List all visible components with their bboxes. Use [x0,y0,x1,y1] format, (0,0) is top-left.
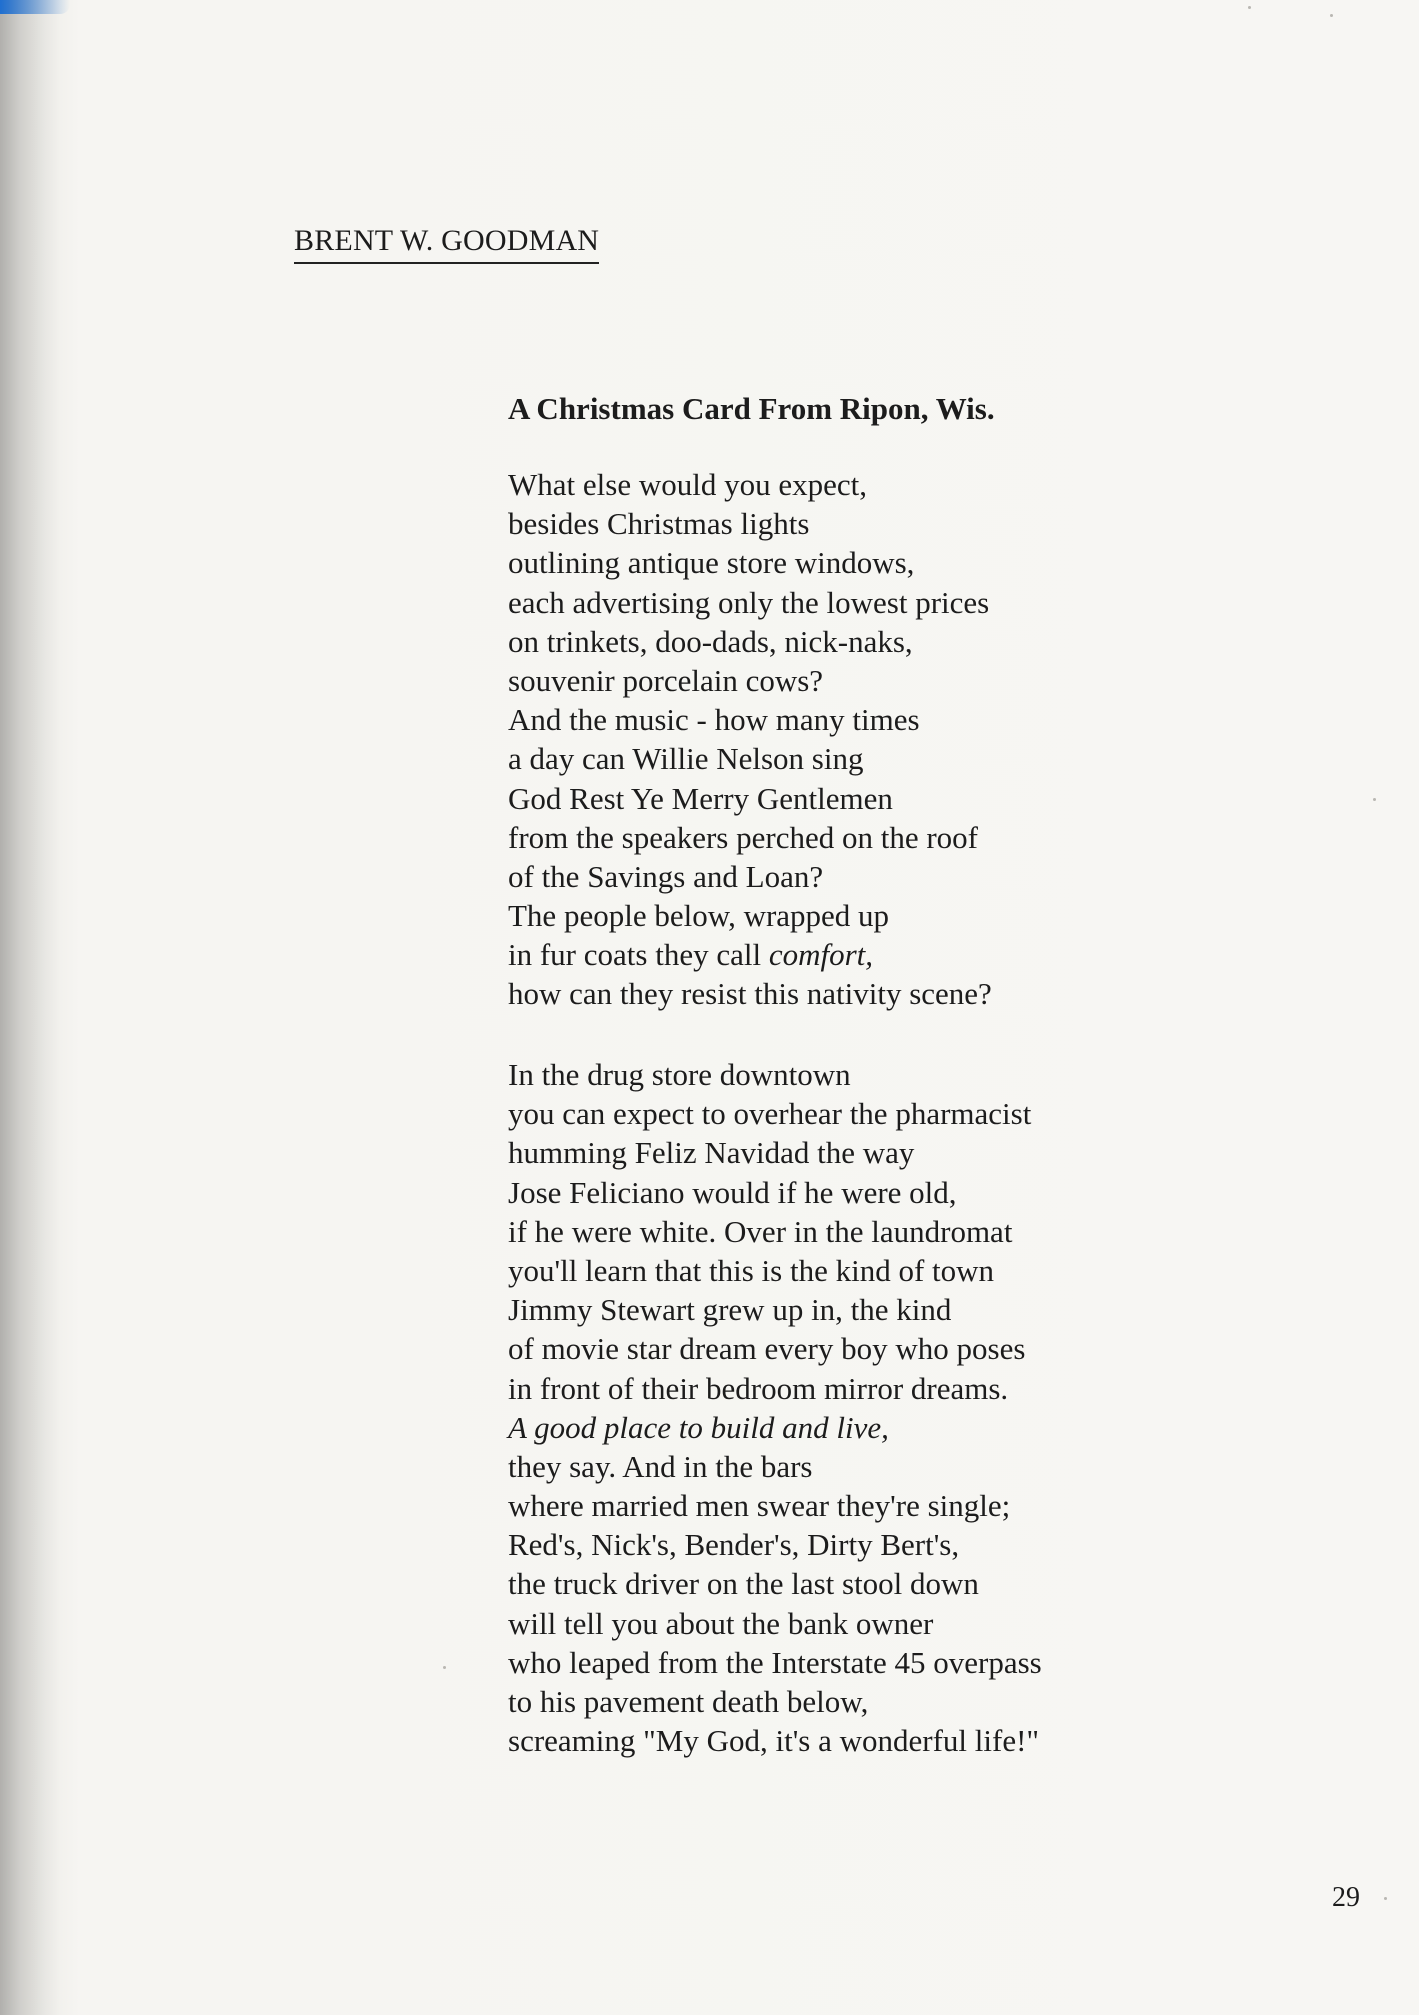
poem-line-text: God Rest Ye Merry Gentlemen [508,780,893,816]
poem-line-text: they say. And in the bars [508,1448,813,1484]
poem-line [508,543,992,582]
page-number: 29 [1332,1882,1360,1913]
poem-line [508,1173,1042,1212]
author-name: BRENT W. GOODMAN [294,224,599,264]
poem-line [508,779,992,818]
blue-corner-mark [0,0,70,14]
poem-line-text: you can expect to overhear the pharmacist [508,1096,1032,1132]
poem-line [508,1643,1042,1682]
poem-line [508,583,992,622]
poem-line [508,818,992,857]
poem-line-text: where married men swear they're single; [508,1488,1011,1524]
poem-line-text: how can they resist this nativity scene? [508,976,992,1012]
poem-line [508,896,992,935]
poem-line [508,1564,1042,1603]
poem-line [508,935,992,974]
poem-line-text: in fur coats they call [508,937,769,973]
poem-line [508,1251,1042,1290]
poem-line [508,700,992,739]
poem-line [508,1525,1042,1564]
poem-line-text: besides Christmas lights [508,506,810,542]
poem-line [508,1290,1042,1329]
poem-line [508,1212,1042,1251]
poem-line-text: each advertising only the lowest prices [508,584,990,620]
poem-line [508,1721,1042,1760]
paper-speck [1330,14,1333,17]
poem-line-text: What else would you expect, [508,467,867,502]
poem-line-text: And the music - how many times [508,702,920,738]
poem-line-text: The people below, wrapped up [508,898,890,934]
poem-line-text: humming Feliz Navidad the way [508,1135,915,1171]
poem-line [508,1094,1042,1133]
poem-line-text: if he were white. Over in the laundromat [508,1213,1013,1249]
poem-line-text: Jose Feliciano would if he were old, [508,1174,957,1210]
paper-speck [1248,6,1251,9]
poem-line-text: a day can Willie Nelson sing [508,741,864,777]
poem-line-text: on trinkets, doo-dads, nick-naks, [508,623,913,659]
paper-speck [1384,1897,1387,1900]
poem-line-text: will tell you about the bank owner [508,1605,934,1641]
poem-line-text: souvenir porcelain cows? [508,662,824,698]
poem-line [508,857,992,896]
poem-line-text: you'll learn that this is the kind of town [508,1252,995,1288]
paper-speck [1373,798,1376,801]
poem-line-text: the truck driver on the last stool down [508,1566,979,1602]
poem-line-italic: comfort, [768,937,874,973]
poem-line [508,1408,1042,1447]
poem-line-text: who leaped from the Interstate 45 overpass [508,1644,1042,1680]
poem-line-italic: A good place to build and live, [508,1409,889,1445]
poem-line [508,1447,1042,1486]
poem-line-text: In the drug store downtown [508,1057,851,1092]
poem-line [508,1369,1042,1408]
poem-line [508,1329,1042,1368]
gutter-shadow [0,0,60,2015]
poem-line [508,1604,1042,1643]
poem-line [508,1133,1042,1172]
poem-line [508,622,992,661]
poem-line-text: from the speakers perched on the roof [508,819,978,855]
poem-stanza-2 [508,1055,1042,1760]
poem-line [508,974,992,1013]
poem-line-text: of movie star dream every boy who poses [508,1331,1026,1367]
poem-line [508,661,992,700]
poem-line-text: screaming "My God, it's a wonderful life!" [508,1723,1040,1759]
poem-line-text: in front of their bedroom mirror dreams. [508,1370,1009,1406]
poem-line [508,504,992,543]
poem-line-text: to his pavement death below, [508,1684,869,1719]
poem-title: A Christmas Card From Ripon, Wis. [508,391,995,426]
poem-line [508,1055,1042,1094]
poem-line [508,1486,1042,1525]
poem-line [508,739,992,778]
poem-line-text: outlining antique store windows, [508,545,915,581]
poem-line [508,1682,1042,1721]
poem-stanza-1 [508,465,992,1014]
poem-line-text: Red's, Nick's, Bender's, Dirty Bert's, [508,1527,960,1563]
poem-line-text: of the Savings and Loan? [508,858,824,894]
paper-speck [443,1666,446,1669]
poem-line [508,465,992,504]
poem-line-text: Jimmy Stewart grew up in, the kind [508,1292,952,1328]
